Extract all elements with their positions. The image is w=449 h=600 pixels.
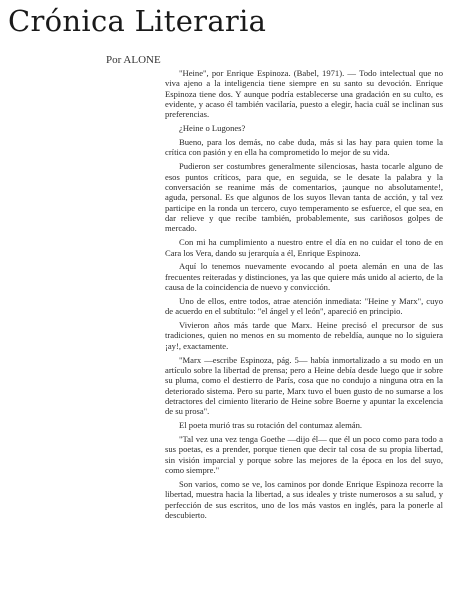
article-body	[165, 68, 443, 524]
paragraph: Aquí lo tenemos nuevamente evocando al poeta alemán en una de las frecuentes reiteradas y distinciones, ya las que quiere más unido al acierto, de la causa de la coincidencia de nuevo y convicción.	[165, 261, 443, 293]
paragraph: "Marx —escribe Espinoza, pág. 5— había inmortalizado a su modo en un artículo sobre la libertad de prensa; pero a Heine debía desde luego que ir sobre su pluma, como el destierro de París, cosa que no condujo a ninguna otra en la deteriorado sistema. Pero su parte, Marx tuvo el buen gusto de no sumarse a los detractores del cimiento literario de Heine sobre Boerne y apuntar la excelencia de su prosa".	[165, 354, 443, 417]
byline: Por ALONE	[106, 54, 161, 66]
paragraph: Pudieron ser costumbres generalmente silenciosas, hasta tocarle alguno de esos puntos críticos, para que, en seguida, se le desate la palabra y la conversación se reanime más de comentarios, ¡aunque no absolutamente!, aguda, personal. Es que algunos de los suyos llevan tanta de acción, y tal vez participe en la ronda un tercero, cuyo temperamento se esfuerce, el que sea, en dar relieve y que recibe también, probablemente, sus cariñosos golpes de mercado.	[165, 161, 443, 234]
paragraph: Con mi ha cumplimiento a nuestro entre el día en no cuidar el tono de en Cara los Vera, dando su jerarquía a él, Enrique Espinoza.	[165, 237, 443, 258]
page-title: Crónica Literaria	[8, 4, 267, 38]
paragraph: Son varios, como se ve, los caminos por donde Enrique Espinoza recorre la libertad, muestra hacia la libertad, a sus ideales y triste numerosos a su salud, y perfección de sus escritos, uno de los más vastos en inglés, para la ponerle al descubierto.	[165, 478, 443, 520]
paragraph: El poeta murió tras su rotación del contumaz alemán.	[179, 420, 363, 431]
paragraph: "Heine", por Enrique Espinoza. (Babel, 1971). — Todo intelectual que no viva ajeno a la inteligencia tiene siempre en su santo su devoción. Enrique Espinoza tiene dos. Y aunque podría establecerse una gradación en su culto, es evidente, y acaso él también vacilaría, puesto a elegir, hacia cuál se inclinan sus preferencias.	[165, 68, 443, 120]
paragraph: Uno de ellos, entre todos, atrae atención inmediata: "Heine y Marx", cuyo de acuerdo en el subtítulo: "el ángel y el león", apareció en principio.	[165, 295, 443, 317]
paragraph: ¿Heine o Lugones?	[179, 123, 246, 134]
paragraph: Bueno, para los demás, no cabe duda, más si las hay para quien tome la crítica con pasión y en ella ha comprometido lo mejor de su vida.	[165, 137, 443, 158]
paragraph: "Tal vez una vez tenga Goethe —dijo él— que él un poco como para todo a sus poetas, es a prender, porque tienen que decir tal cosa de su propia libertad, sin visión imparcial y porque sobre las mejores de la época en los del suyo, como siempre."	[165, 434, 443, 476]
paragraph: Vivieron años más tarde que Marx. Heine precisó el precursor de sus tradiciones, quien no menos en su momento de rebeldía, aunque no lo siguiera ¡ay!, exactamente.	[165, 320, 443, 351]
